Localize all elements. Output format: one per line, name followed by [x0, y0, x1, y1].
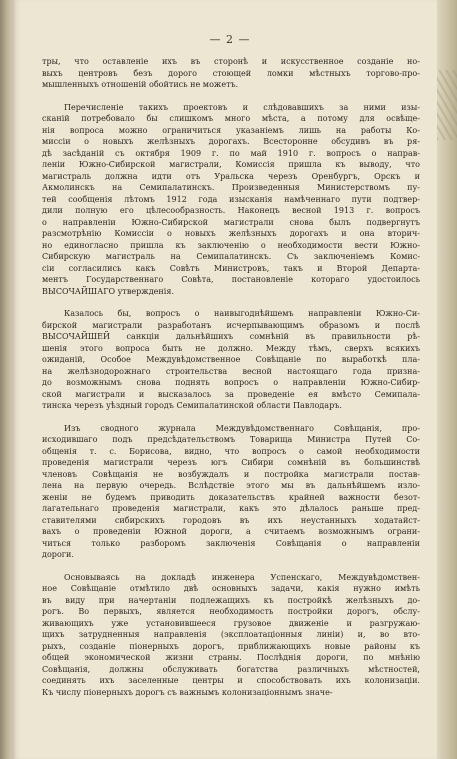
text-line: дили полную его цѣлесообразность. Наконецъ весной 1913 г. вопросъ [42, 206, 420, 215]
text-line: проведенія магистрали черезъ югъ Сибири сомнѣній въ большинствѣ [42, 458, 420, 467]
text-line: ВЫСОЧАЙШАГО утвержденія. [42, 286, 174, 296]
text-line: тры, что оставленіе ихъ въ сторонѣ и искусственное созданіе но- [42, 57, 420, 66]
text-line: ментъ Государственнаго Совѣта, постановленіе котораго удостоилось [42, 275, 420, 284]
text-line: миссіи о новыхъ желѣзныхъ дорогахъ. Всесторонне обсудивъ въ ря- [42, 137, 420, 146]
text-line: членовъ Совѣщанія не возбуждалъ и постройка магистрали постав- [42, 469, 420, 479]
text-line: общенія т. с. Борисова, видно, что вопросъ о самой необходимости [42, 446, 420, 456]
text-line: шенія этого вопроса быть не должно. Между тѣмъ, сверхъ всякихъ [42, 343, 420, 353]
text-line: лагательнаго проведенія магистрали, какъ это дѣлалось раньше пред- [42, 504, 420, 513]
text-line: бирской магистрали разработанъ исчерпывающимъ образомъ и послѣ [42, 320, 420, 330]
text-line: нія вопроса можно ограничиться указаніемъ лишь на работы Ко- [42, 125, 420, 135]
text-line: исходившаго подъ предсѣдательствомъ Товарища Министра Путей Со- [42, 435, 420, 444]
text-line: щихъ затрудненныя направленія (эксплоатаціонныя линіи) и, во вто- [42, 630, 420, 639]
text-line: выхъ центровъ безъ дорого стоющей ломки мѣстныхъ торгово-про- [42, 68, 420, 78]
paragraph [42, 102, 420, 298]
text-line: сканій потребовало бы слишкомъ много мѣста, а потому для освѣще- [42, 114, 420, 123]
text-line: Сибирскую магистраль на Семипалатинскъ. Съ заключеніемъ Комис- [42, 252, 420, 261]
text-line: читься только разборомъ заключенія Совѣщанія о направленіи [42, 538, 420, 548]
paragraph [42, 308, 420, 412]
paragraph [42, 56, 420, 91]
text-line: ожиданій, Особое Междувѣдомственное Совѣщаніе по выработкѣ пла- [42, 355, 420, 364]
text-line: ное Совѣщаніе отмѣтило двѣ основныхъ задачи, какія нужно имѣть [42, 584, 420, 593]
text-line: Основываясь на докладѣ инженера Успенскаго, Междувѣдомствен- [64, 572, 420, 582]
text-line: Акмолинскъ на Семипалатинскъ. Произведенныя Министерствомъ пу- [42, 183, 420, 192]
text-line: леніи Южно-Сибирской магистрали, Комиссія пришла къ выводу, что [42, 160, 420, 169]
text-line: вахъ о проведеніи Южной дороги, а считаемъ возможнымъ ограни- [42, 527, 420, 536]
text-line: ВЫСОЧАЙШЕЙ санкціи дальнѣйшихъ сомнѣній въ правильности рѣ- [42, 332, 420, 341]
text-line: Изъ сводного журнала Междувѣдомственнаго Совѣщанія, про- [64, 423, 420, 433]
text-line: Совѣщанія, должны обслуживать богатства различныхъ мѣстностей, [42, 664, 420, 674]
text-line: Къ числу піонерныхъ дорогъ съ важнымъ колонизаціоннымъ значе- [42, 687, 333, 697]
text-line: о направленіи Южно-Сибирской магистрали снова былъ подвергнутъ [42, 217, 420, 227]
text-line: лена на первую очередь. Вслѣдствіе этого мы въ дальнѣйшемъ изло- [42, 481, 420, 490]
text-line: но единогласно пришла къ заключенію о необходимости вести Южно- [42, 240, 420, 250]
text-line: ставителями сибирскихъ городовъ въ ихъ неустанныхъ ходатайст- [42, 515, 420, 525]
text-line: ской магистрали и высказалось за проведеніе ея вмѣсто Семипала- [42, 389, 420, 399]
text-line: женіи не будемъ приводить доказательствъ крайней важности безот- [42, 492, 420, 502]
text-line: до возможнымъ снова поднять вопросъ о направленіи Южно-Сибир- [42, 378, 420, 387]
text-line: дѣ засѣданій съ октября 1909 г. по май 1910 г. вопросъ о направ- [42, 148, 420, 158]
text-line: дороги. [42, 550, 74, 559]
text-line: сіи согласились какъ Совѣтъ Министровъ, такъ и Второй Департа- [42, 263, 420, 273]
text-line: тинска черезъ уѣздный городъ Семипалатинской области Павлодаръ. [42, 401, 342, 410]
book-spine-shadow [0, 0, 12, 759]
page-body-text [42, 56, 420, 698]
text-line: разсмотрѣнію Комиссіи о новыхъ желѣзныхъ дорогахъ и она вторич- [42, 229, 420, 238]
text-line: на желѣзнодорожнаго строительства весной настоящаго года призна- [42, 366, 420, 376]
bleed-through-text [437, 70, 457, 140]
text-line: живающихъ уже установившееся грузовое движеніе и разгружаю- [42, 618, 420, 628]
text-line: соединять ихъ заселенные центры и способствовать ихъ колонизаціи. [42, 676, 420, 685]
text-line: рыхъ, созданіе піонерныхъ дорогъ, приближающихъ новые районы къ [42, 641, 420, 651]
paragraph [42, 423, 420, 561]
text-line: рогъ. Во первыхъ, является необходимость постройки дорогъ, обслу- [42, 607, 420, 616]
text-line: тей сообщенія лѣтомъ 1912 года изысканія намѣченнаго пути подтвер- [42, 194, 420, 204]
text-line: магистраль должна идти отъ Уральска черезъ Оренбургъ, Орскъ и [42, 171, 420, 181]
text-line: общей экономической жизни страны. Послѣднія дороги, по мнѣнію [42, 653, 420, 662]
text-line: Казалось бы, вопросъ о наивыгоднѣйшемъ направленіи Южно-Си- [64, 309, 420, 318]
text-line: въ виду при начертаніи подлежащихъ къ постройкѣ желѣзныхъ до- [42, 595, 420, 605]
text-line: Перечисленіе такихъ проектовъ и слѣдовавшихъ за ними изы- [64, 102, 420, 112]
text-line: мышленныхъ отношеній обойтись не можетъ. [42, 80, 239, 89]
page-number: — 2 — [209, 33, 251, 46]
paragraph [42, 572, 420, 699]
